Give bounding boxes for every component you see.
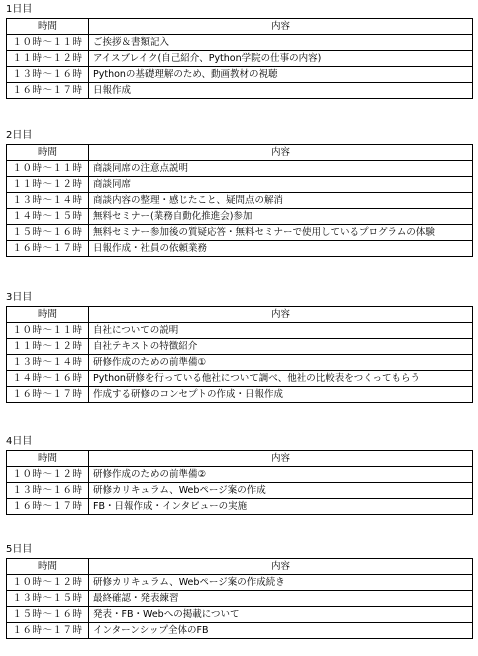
table-row xyxy=(7,387,473,403)
time-cell: １６時～１７時 xyxy=(7,83,89,99)
content-cell: 研修作成のための前準備① xyxy=(89,355,473,371)
time-cell: １０時～１２時 xyxy=(7,575,89,591)
table-row xyxy=(7,177,473,193)
table-row xyxy=(7,467,473,483)
content-cell: Pythonの基礎理解のため、動画教材の視聴 xyxy=(89,67,473,83)
table-row xyxy=(7,209,473,225)
content-cell: FB・日報作成・インタビューの実施 xyxy=(89,499,473,515)
time-cell: １６時～１７時 xyxy=(7,623,89,639)
table-header-row xyxy=(7,19,473,35)
table-row xyxy=(7,323,473,339)
table-row xyxy=(7,591,473,607)
content-cell: 商談内容の整理・感じたこと、疑問点の解消 xyxy=(89,193,473,209)
table-row xyxy=(7,355,473,371)
time-cell: １３時～１４時 xyxy=(7,355,89,371)
day-4-schedule-table xyxy=(6,450,472,515)
time-cell: １４時～１５時 xyxy=(7,209,89,225)
time-cell: １０時～１１時 xyxy=(7,323,89,339)
table-header-row xyxy=(7,307,473,323)
time-cell: １５時～１６時 xyxy=(7,607,89,623)
time-cell: １３時～１６時 xyxy=(7,483,89,499)
day-title: 4日目 xyxy=(6,436,33,447)
table-header-row xyxy=(7,145,473,161)
table-header-row xyxy=(7,559,473,575)
content-cell: 研修作成のための前準備② xyxy=(89,467,473,483)
time-column-header: 時間 xyxy=(7,559,89,575)
content-cell: 研修カリキュラム、Webページ案の作成 xyxy=(89,483,473,499)
content-cell: 最終確認・発表練習 xyxy=(89,591,473,607)
table-row xyxy=(7,483,473,499)
time-cell: １０時～１２時 xyxy=(7,467,89,483)
day-title: 1日目 xyxy=(6,4,33,15)
time-cell: １０時～１１時 xyxy=(7,35,89,51)
table-row xyxy=(7,623,473,639)
table-row xyxy=(7,607,473,623)
day-1-schedule-table xyxy=(6,18,472,99)
content-cell: 商談同席の注意点説明 xyxy=(89,161,473,177)
time-cell: １１時～１２時 xyxy=(7,177,89,193)
table-row xyxy=(7,499,473,515)
table-row xyxy=(7,161,473,177)
table-row xyxy=(7,339,473,355)
day-3-schedule-table xyxy=(6,306,472,403)
time-cell: １６時～１７時 xyxy=(7,499,89,515)
table-header-row xyxy=(7,451,473,467)
table-row xyxy=(7,35,473,51)
time-cell: １４時～１６時 xyxy=(7,371,89,387)
time-column-header: 時間 xyxy=(7,19,89,35)
time-cell: １１時～１２時 xyxy=(7,339,89,355)
time-cell: １３時～１６時 xyxy=(7,67,89,83)
content-cell: 無料セミナー参加後の質疑応答・無料セミナーで使用しているプログラムの体験 xyxy=(89,225,473,241)
table-row xyxy=(7,241,473,257)
content-cell: 商談同席 xyxy=(89,177,473,193)
content-cell: 発表・FB・Webへの掲載について xyxy=(89,607,473,623)
content-column-header: 内容 xyxy=(89,19,473,35)
content-cell: ご挨拶＆書類記入 xyxy=(89,35,473,51)
time-cell: １０時～１１時 xyxy=(7,161,89,177)
content-cell: Python研修を行っている他社について調べ、他社の比較表をつくってもらう xyxy=(89,371,473,387)
time-cell: １６時～１７時 xyxy=(7,387,89,403)
table-row xyxy=(7,371,473,387)
table-row xyxy=(7,193,473,209)
day-title: 3日目 xyxy=(6,292,33,303)
content-cell: 自社についての説明 xyxy=(89,323,473,339)
table-row xyxy=(7,83,473,99)
time-cell: １１時～１２時 xyxy=(7,51,89,67)
content-cell: 日報作成 xyxy=(89,83,473,99)
table-row xyxy=(7,575,473,591)
day-title: 2日目 xyxy=(6,130,33,141)
table-row xyxy=(7,51,473,67)
content-cell: 無料セミナー(業務自動化推進会)参加 xyxy=(89,209,473,225)
time-cell: １６時～１７時 xyxy=(7,241,89,257)
content-cell: 研修カリキュラム、Webページ案の作成続き xyxy=(89,575,473,591)
time-cell: １５時～１６時 xyxy=(7,225,89,241)
content-column-header: 内容 xyxy=(89,145,473,161)
table-row xyxy=(7,225,473,241)
time-cell: １３時～１５時 xyxy=(7,591,89,607)
table-row xyxy=(7,67,473,83)
content-column-header: 内容 xyxy=(89,451,473,467)
content-cell: アイスブレイク(自己紹介、Python学院の仕事の内容) xyxy=(89,51,473,67)
content-cell: インターンシップ全体のFB xyxy=(89,623,473,639)
time-column-header: 時間 xyxy=(7,145,89,161)
content-column-header: 内容 xyxy=(89,307,473,323)
day-2-schedule-table xyxy=(6,144,472,257)
time-cell: １３時～１４時 xyxy=(7,193,89,209)
content-cell: 作成する研修のコンセプトの作成・日報作成 xyxy=(89,387,473,403)
day-title: 5日目 xyxy=(6,544,33,555)
time-column-header: 時間 xyxy=(7,307,89,323)
content-cell: 日報作成・社員の依頼業務 xyxy=(89,241,473,257)
content-cell: 自社テキストの特徴紹介 xyxy=(89,339,473,355)
day-5-schedule-table xyxy=(6,558,472,639)
time-column-header: 時間 xyxy=(7,451,89,467)
content-column-header: 内容 xyxy=(89,559,473,575)
